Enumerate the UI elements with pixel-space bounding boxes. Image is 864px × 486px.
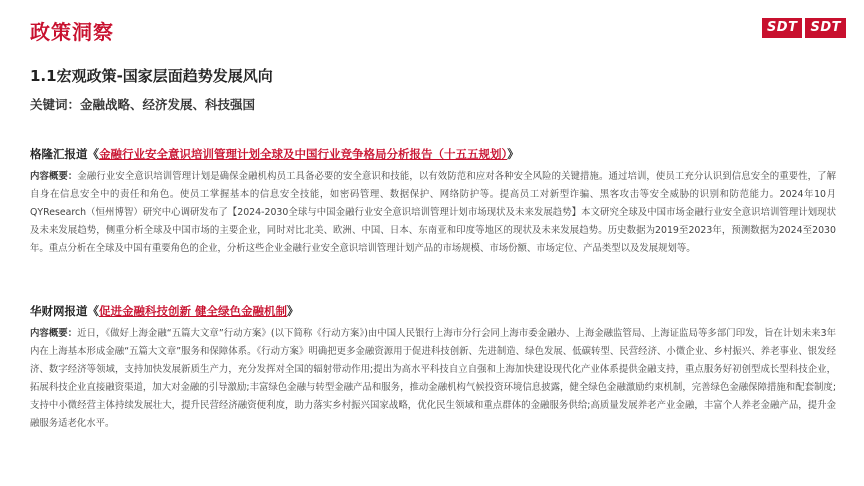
article-1 bbox=[30, 146, 836, 258]
article-title bbox=[30, 303, 836, 319]
summary-label: 内容概要： bbox=[30, 171, 78, 182]
article-source-suffix: 》 bbox=[287, 304, 299, 318]
keywords-line: 关键词：金融战略、经济发展、科技强国 bbox=[30, 97, 256, 112]
article-source-prefix: 格隆汇报道《 bbox=[30, 147, 99, 161]
article-2 bbox=[30, 303, 836, 433]
logo-mark-1: SDT bbox=[762, 18, 803, 38]
page-title: 政策洞察 bbox=[30, 20, 114, 44]
summary-label: 内容概要： bbox=[30, 328, 78, 339]
article-summary bbox=[30, 168, 836, 258]
article-title-link[interactable]: 促进金融科技创新 健全绿色金融机制 bbox=[99, 304, 288, 318]
article-source-prefix: 华财网报道《 bbox=[30, 304, 99, 318]
logo-mark-2: SDT bbox=[805, 18, 846, 38]
article-source-suffix: 》 bbox=[507, 147, 519, 161]
article-title-link[interactable]: 金融行业安全意识培训管理计划全球及中国行业竞争格局分析报告（十五五规划） bbox=[99, 147, 508, 161]
article-title bbox=[30, 146, 836, 162]
summary-text: 近日，《做好上海金融“五篇大文章”行动方案》(以下简称《行动方案》)由中国人民银行上海市分行会同上海市委金融办、上海金融监管局、上海证监局等多部门印发，旨在计划未来3年内在上海基本形成金融“五篇大文章”服务和保障体系。《行动方案》明确把更多金融资源用于促进科技创新、先进制造、绿色发展、低碳转型、民营经济、小微企业、乡村振兴、养老事业、银发经济、数字经济等领域，支持加快发展新质生产力，充分发挥对全国的辐射带动作用;提出为高水平科技自立自强和上海加快建设现代化产业体系提供金融支持，重点服务好初创型成长型科技企业，拓展科技企业直接融资渠道，加大对金融的引导激励;丰富绿色金融与转型金融产品和服务，推动金融机构气候投资环境信息披露，健全绿色金融激励约束机制，完善绿色金融保障措施和配套制度;支持中小微经营主体持续发展壮大，提升民营经济融资便利度，助力落实乡村振兴国家战略，优化民生领域和重点群体的金融服务供给;高质量发展养老产业金融，丰富个人养老金融产品，提升金融服务适老化水平。 bbox=[30, 328, 836, 429]
sdt-logo bbox=[762, 18, 846, 38]
article-summary bbox=[30, 325, 836, 433]
summary-text: 金融行业安全意识培训管理计划是确保金融机构员工具备必要的安全意识和技能，以有效防范和应对各种安全风险的关键措施。通过培训，使员工充分认识到信息安全的重要性，了解自身在信息安全中的责任和角色。使员工掌握基本的信息安全技能，如密码管理、数据保护、网络防护等。提高员工对新型诈骗、黑客攻击等安全威胁的识别和防范能力。2024年10月QYResearch（恒州博智）研究中心调研发布了【2024-2030全球与中国金融行业安全意识培训管理计划市场现状及未来发展趋势】本文研究全球及中国市场金融行业安全意识培训管理计划现状及未来发展趋势，侧重分析全球及中国市场的主要企业，同时对比北美、欧洲、中国、日本、东南亚和印度等地区的现状及未来发展趋势。历史数据为2019至2023年，预测数据为2024至2030年。重点分析在全球及中国有重要角色的企业，分析这些企业金融行业安全意识培训管理计划产品的市场规模、市场份额、市场定位、产品类型以及发展规划等。 bbox=[30, 171, 836, 254]
section-heading: 1.1宏观政策-国家层面趋势发展风向 bbox=[30, 67, 273, 85]
